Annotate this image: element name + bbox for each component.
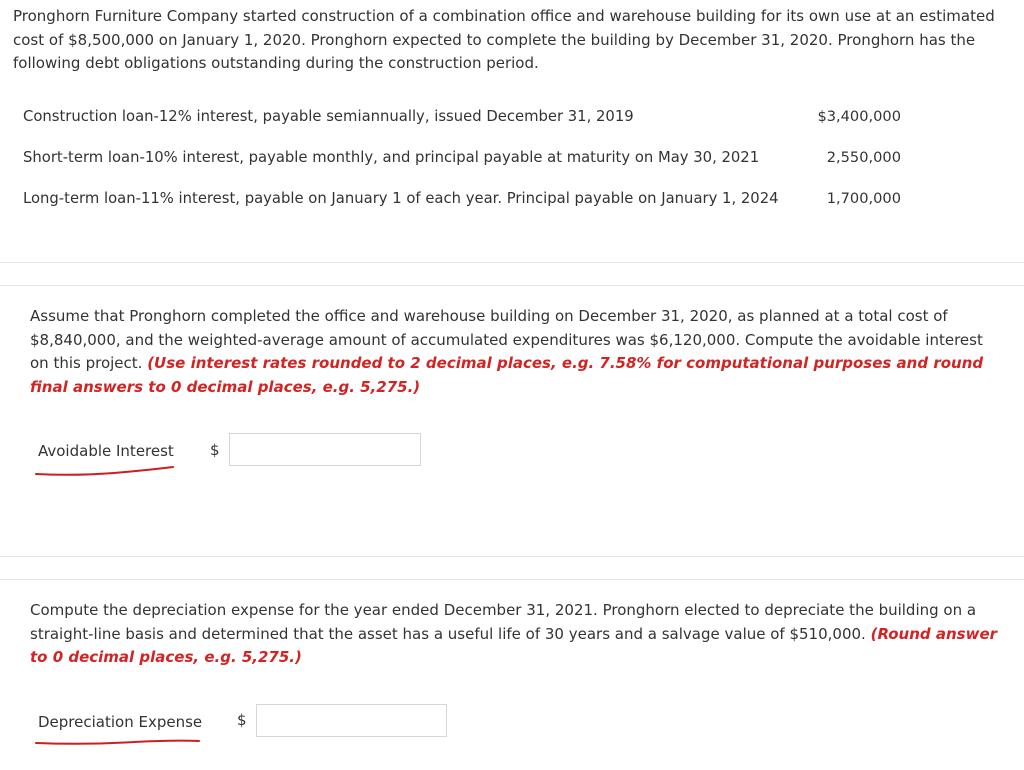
avoidable-interest-input[interactable] — [229, 433, 421, 466]
debt-amount: $3,400,000 — [817, 108, 901, 125]
section-divider — [0, 579, 1024, 580]
question-avoidable-interest — [30, 305, 998, 399]
problem-intro: Pronghorn Furniture Company started construction of a combination office and warehouse building for its own use at an estimated cost of $8,500,000 on January 1, 2020. Pronghorn expected to complete the building by December 31, 2020. Pronghorn has the following debt obligations outstanding during the construction period. — [13, 7, 995, 72]
table-row — [23, 190, 908, 231]
depreciation-expense-input[interactable] — [256, 704, 447, 737]
question-text: Compute the depreciation expense for the year ended December 31, 2021. Pronghorn elected to depreciate the building on a straight-line basis and determined that the asset has a useful life of 30 years and a salvage value of $510,000. — [30, 601, 977, 643]
table-row — [23, 108, 908, 149]
spellcheck-underline — [34, 462, 176, 478]
debt-amount: 1,700,000 — [826, 190, 901, 207]
debt-obligations-table — [23, 108, 908, 231]
currency-symbol: $ — [210, 441, 220, 459]
table-row — [23, 149, 908, 190]
question-depreciation-expense — [30, 599, 998, 670]
section-divider — [0, 262, 1024, 263]
debt-description: Short-term loan-10% interest, payable monthly, and principal payable at maturity on May 30, 2021 — [23, 149, 760, 166]
section-divider — [0, 556, 1024, 557]
debt-description: Long-term loan-11% interest, payable on January 1 of each year. Principal payable on January 1, 2024 — [23, 190, 779, 207]
avoidable-interest-label: Avoidable Interest — [38, 442, 174, 460]
debt-description: Construction loan-12% interest, payable semiannually, issued December 31, 2019 — [23, 108, 634, 125]
question-instruction: (Use interest rates rounded to 2 decimal places, e.g. 7.58% for computational purposes and round final answers to 0 decimal places, e.g. 5,275.) — [30, 354, 984, 396]
currency-symbol: $ — [237, 711, 247, 729]
spellcheck-underline — [34, 732, 202, 748]
question-instruction: (Round answer to 0 decimal places, e.g. 5,275.) — [30, 624, 998, 667]
question-text: Assume that Pronghorn completed the office and warehouse building on December 31, 2020, as planned at a total cost of $8,840,000, and the weighted-average amount of accumulated expenditures was $6,120,000. Compute the avoidable interest on this project. — [30, 307, 983, 373]
section-divider — [0, 285, 1024, 286]
debt-amount: 2,550,000 — [826, 149, 901, 166]
depreciation-expense-label: Depreciation Expense — [38, 713, 203, 731]
